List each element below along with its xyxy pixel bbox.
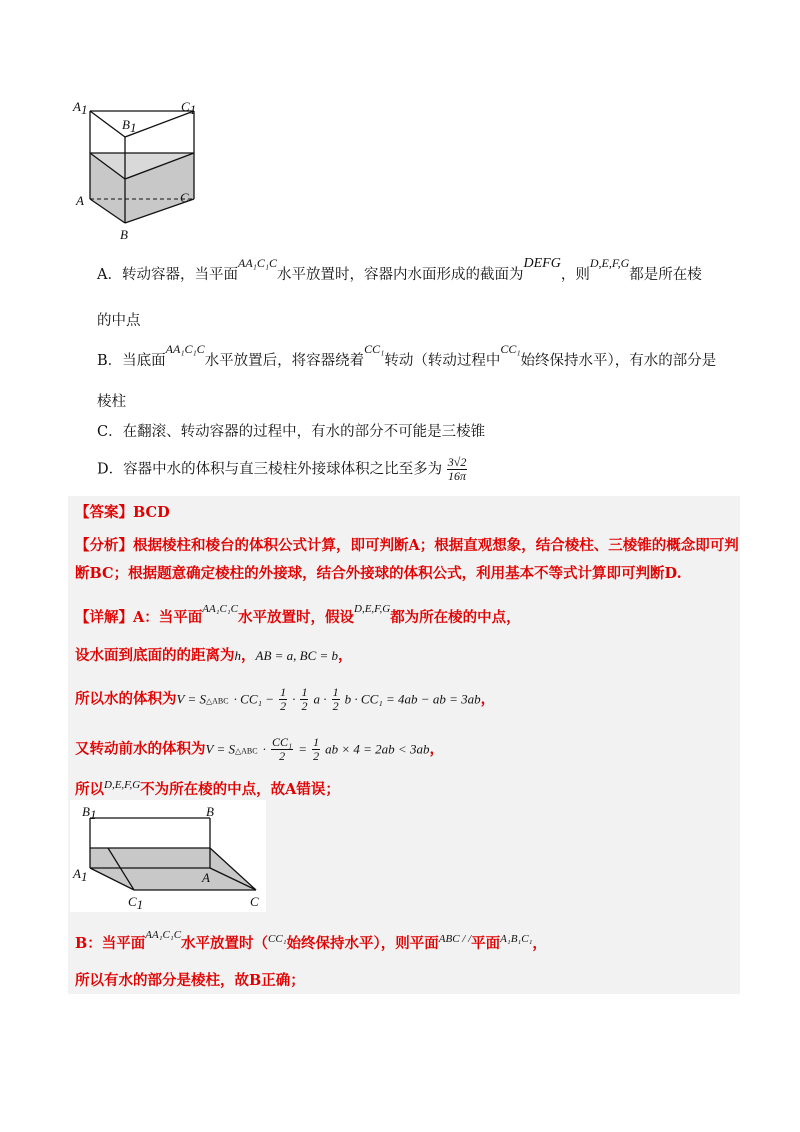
option-b-line1: B．当底面AA₁C₁C水平放置后，将容器绕着CC₁转动（转动过程中CC₁始终保持水平），有水的部分是	[97, 351, 716, 371]
option-a-plane: AA₁C₁C	[237, 256, 277, 270]
detail-a-line: 【详解】A：当平面$^{AA_1C_1C}$水平放置时，假设$^{D,E,F,G}$都为所在棱的中点，	[75, 603, 521, 626]
option-b-axis: CC₁	[364, 342, 385, 356]
option-a-section: DEFG	[523, 256, 561, 271]
option-c: C．在翻滚、转动容器的过程中，有水的部分不可能是三棱锥	[97, 424, 486, 440]
label2-B: B	[206, 804, 214, 819]
label2-A: A	[202, 870, 210, 885]
label-B: B	[120, 227, 128, 242]
label-C: C	[180, 190, 189, 205]
label-B1: B1	[122, 117, 137, 135]
option-b-line2: 棱柱	[97, 394, 126, 410]
option-b-plane: AA₁C₁C	[165, 342, 205, 356]
option-a-points: D,E,F,G	[589, 256, 630, 270]
label-A: A	[76, 193, 84, 208]
volume-line-1: 所以水的体积为V = S△ABC · CC₁ − $\frac{1}{2}$ · $\frac{1}{2}$ a · $\frac{1}{2}$ b · CC₁ = 4ab − ab = 3ab，	[75, 685, 496, 713]
label-C1: C1	[181, 99, 197, 117]
prism-figure-1	[70, 95, 210, 245]
conclusion-a: 所以$^{D,E,F,G}$不为所在棱的中点，故A错误；	[75, 779, 340, 798]
option-a-line2: 的中点	[97, 313, 141, 329]
analysis-line-2: 断BC；根据题意确定棱柱的外接球，结合外接球的体积公式，利用基本不等式计算即可判断D.	[75, 565, 682, 582]
option-d-fraction: $\frac{3√2}{16\pi}$	[447, 455, 467, 483]
detail-b-line: B：当平面$^{AA_1C_1C}$水平放置时（$^{CC_1}$始终保持水平），则平面$^{ABC / /}$平面$^{A_1B_1C_1}$，	[75, 929, 547, 952]
label-A1: A1	[73, 99, 88, 117]
label2-C: C	[250, 894, 259, 909]
analysis-line-1: 【分析】根据棱柱和棱台的体积公式计算，即可判断A；根据直观想象，结合棱柱、三棱锥的概念即可判	[75, 537, 739, 554]
label2-B1: B1	[82, 804, 97, 822]
option-d: D．容器中水的体积与直三棱柱外接球体积之比至多为 $\frac{3√2}{16\pi}$	[97, 455, 467, 483]
volume-line-2: 又转动前水的体积为V = S△ABC · $\frac{\text{CC₁}}{2}$ = $\frac{1}{2}$ ab × 4 = 2ab < 3ab，	[75, 735, 444, 763]
option-b-axis2: CC₁	[500, 342, 521, 356]
answer-line: 【答案】BCD	[75, 504, 170, 521]
label2-A1: A1	[73, 866, 88, 884]
conclusion-b: 所以有水的部分是棱柱，故B正确；	[75, 972, 305, 989]
height-line: 设水面到底面的的距离为h，AB = a, BC = b，	[75, 647, 353, 664]
option-a-line1: A．转动容器，当平面AA₁C₁C水平放置时，容器内水面形成的截面为DEFG，则D,E,F,G都是所在棱	[97, 265, 702, 286]
prism-figure-2	[70, 800, 266, 912]
label2-C1: C1	[128, 894, 144, 912]
